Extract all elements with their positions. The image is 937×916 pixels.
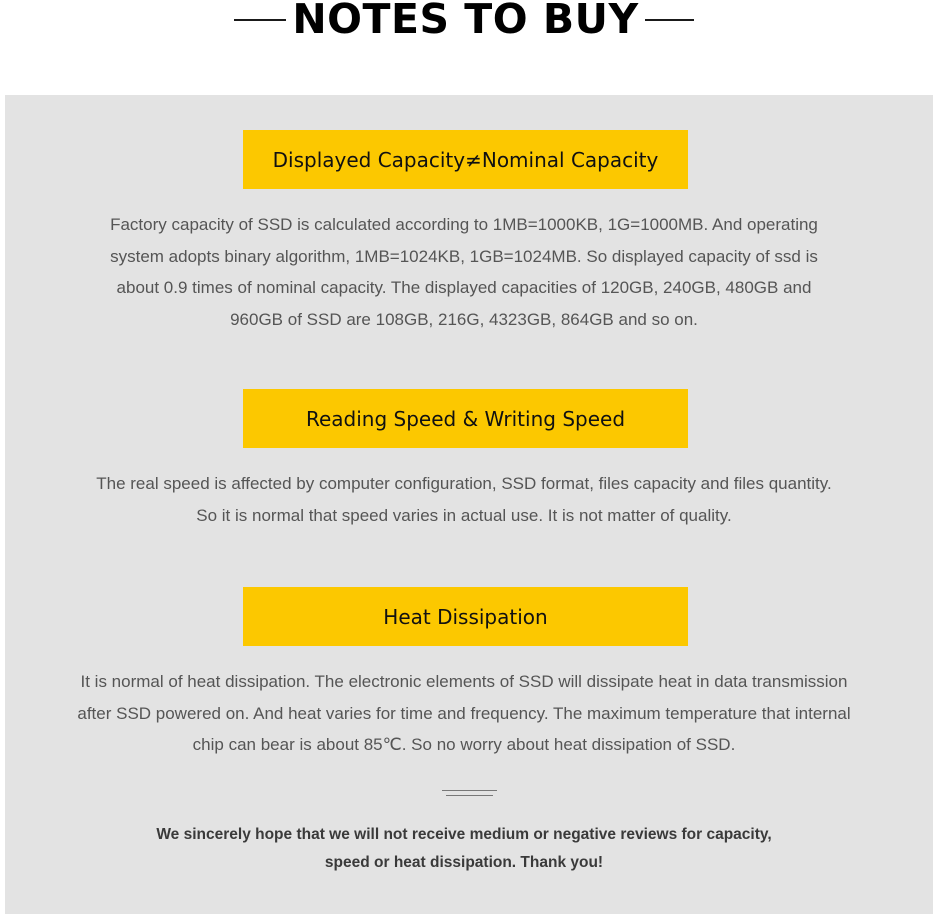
closing-line: We sincerely hope that we will not receive medium or negative reviews for capacity, xyxy=(156,826,772,843)
section-heading-speed: Reading Speed & Writing Speed xyxy=(243,389,688,448)
body-line: Factory capacity of SSD is calculated according to 1MB=1000KB, 1G=1000MB. And operating xyxy=(110,215,818,234)
page-title: NOTES TO BUY xyxy=(292,0,639,43)
body-line: So it is normal that speed varies in actual use. It is not matter of quality. xyxy=(196,505,732,525)
body-line: It is normal of heat dissipation. The electronic elements of SSD will dissipate heat in data transmission xyxy=(80,672,848,691)
header-left-rule xyxy=(234,19,286,21)
divider-bottom-rule xyxy=(446,795,493,796)
section-body-heat xyxy=(40,666,888,761)
section-body-capacity xyxy=(40,209,888,335)
body-line: after SSD powered on. And heat varies for time and frequency. The maximum temperature that internal xyxy=(77,703,851,723)
body-line: about 0.9 times of nominal capacity. The displayed capacities of 120GB, 240GB, 480GB and xyxy=(116,278,812,297)
section-body-speed xyxy=(40,468,888,531)
body-line: system adopts binary algorithm, 1MB=1024KB, 1GB=1024MB. So displayed capacity of ssd is xyxy=(110,246,818,266)
section-heading-capacity: Displayed Capacity≠Nominal Capacity xyxy=(243,130,688,189)
closing-message xyxy=(40,821,888,877)
body-line: 960GB of SSD are 108GB, 216G, 4323GB, 864GB and so on. xyxy=(230,309,698,329)
page-header xyxy=(0,0,937,95)
body-line: chip can bear is about 85℃. So no worry about heat dissipation of SSD. xyxy=(192,735,736,754)
closing-line: speed or heat dissipation. Thank you! xyxy=(324,854,604,871)
body-line: The real speed is affected by computer configuration, SSD format, files capacity and files quantity. xyxy=(96,474,832,493)
divider-top-rule xyxy=(442,790,497,791)
header-right-rule xyxy=(645,19,694,21)
section-heading-heat: Heat Dissipation xyxy=(243,587,688,646)
